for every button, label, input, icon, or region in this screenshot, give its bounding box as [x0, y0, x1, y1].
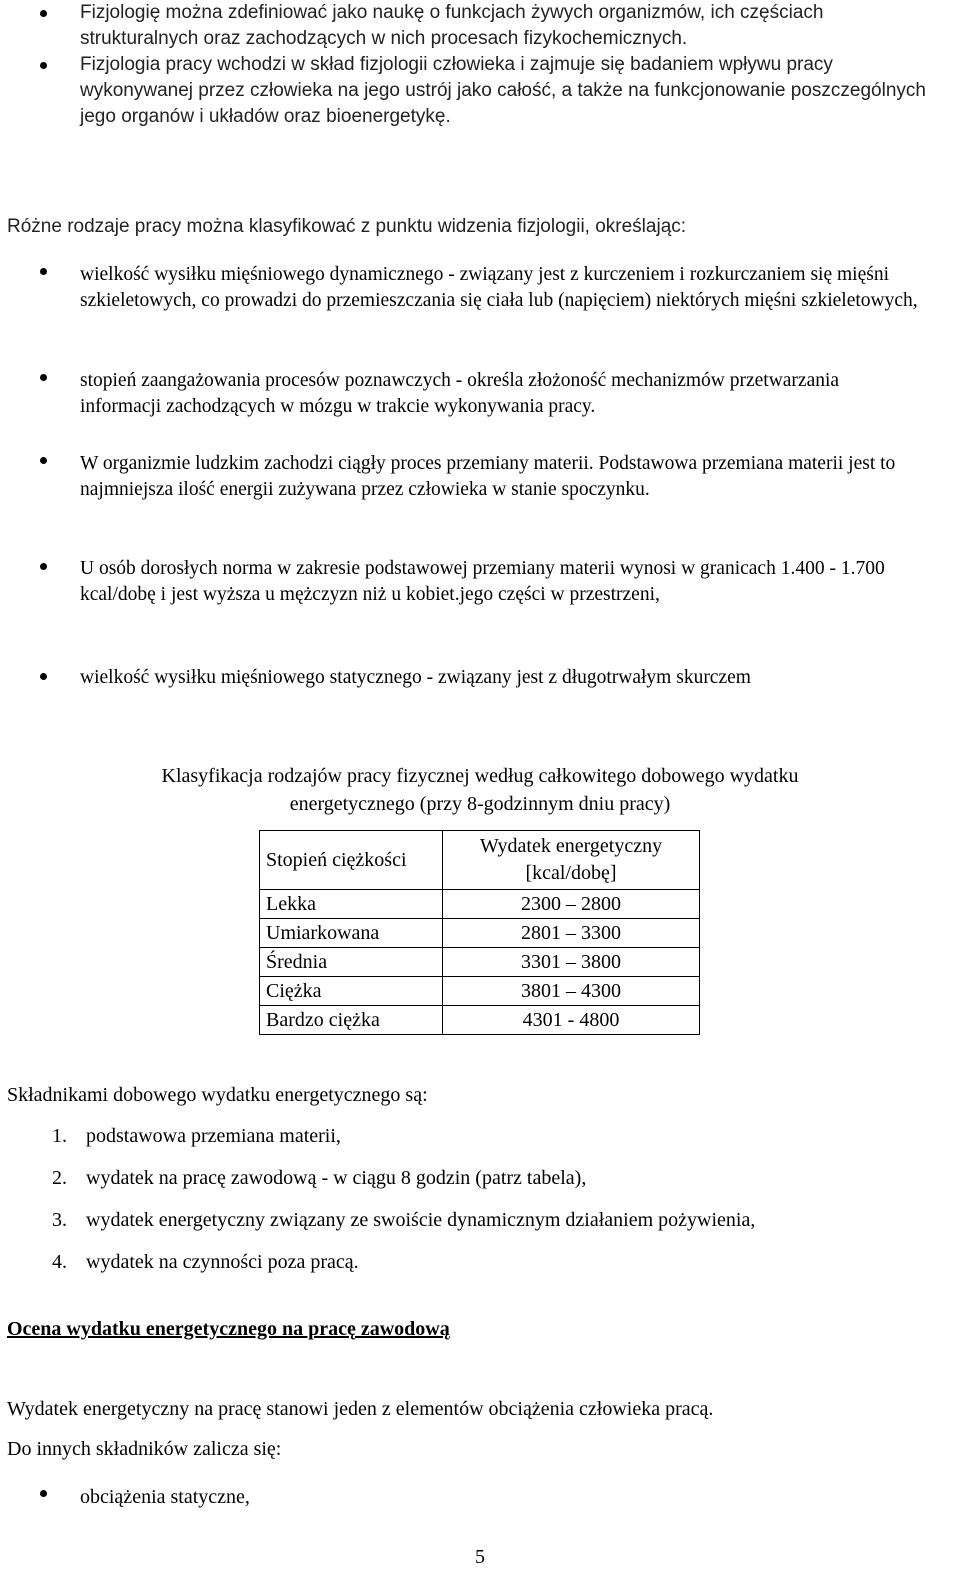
bullet-icon [40, 374, 47, 381]
table-header-energy-line1: Wydatek energetyczny [479, 835, 663, 857]
table-caption-line1: Klasyfikacja rodzajów pracy fizycznej według całkowitego dobowego wydatku [161, 765, 799, 787]
components-title: Składnikami dobowego wydatku energetycznego są: [7, 1084, 428, 1106]
components-list [52, 1122, 755, 1290]
table-caption-line2: energetycznego (przy 8-godzinnym dniu pracy) [289, 793, 671, 815]
table-header-energy-line2: [kcal/dobę] [525, 862, 617, 884]
table-header-row [260, 831, 700, 890]
section-paragraph-2: Do innych składników zalicza się: [7, 1438, 282, 1460]
list-item: 2. wydatek na pracę zawodową - w ciągu 8 godzin (patrz tabela), [52, 1167, 587, 1189]
table-cell-range: 3301 – 3800 [443, 948, 700, 977]
bullet-icon [40, 673, 47, 680]
work-type-item: U osób dorosłych norma w zakresie podstawowej przemiany materii wynosi w granicach 1.400 - 1.700 kcal/dobę i jest wyższa u mężczyzn niż u kobiet.jego części w przestrzeni, [80, 558, 885, 605]
section-paragraph-1: Wydatek energetyczny na pracę stanowi jeden z elementów obciążenia człowieka pracą. [7, 1398, 714, 1420]
table-header-level: Stopień ciężkości [260, 831, 443, 890]
table-cell-level: Umiarkowana [260, 919, 443, 948]
work-type-item: wielkość wysiłku mięśniowego statycznego - związany jest z długotrwałym skurczem [80, 667, 751, 688]
list-item: 3. wydatek energetyczny związany ze swoiście dynamicznym działaniem pożywienia, [52, 1209, 756, 1231]
table-cell-range: 4301 - 4800 [443, 1006, 700, 1035]
intro-bullet-2: Fizjologia pracy wchodzi w skład fizjologii człowieka i zajmuje się badaniem wpływu pracy wykonywanej przez człowieka na jego ustrój jako całość, a także na funkcjonowanie poszczególnych jego organów i układów oraz bioenergetykę. [80, 54, 926, 127]
table-row [260, 948, 700, 977]
energy-table [259, 830, 700, 1035]
table-row [260, 919, 700, 948]
work-type-item: stopień zaangażowania procesów poznawczych - określa złożoność mechanizmów przetwarzania informacji zachodzących w mózgu w trakcie wykonywania pracy. [80, 370, 840, 417]
table-cell-level: Średnia [260, 948, 443, 977]
table-row [260, 890, 700, 919]
work-type-item: wielkość wysiłku mięśniowego dynamicznego - związany jest z kurczeniem i rozkurczaniem się mięśni szkieletowych, co prowadzi do przemieszczania się ciała lub (napięciem) niektórych mięśni szkieletowych, [80, 264, 918, 311]
page-number: 5 [475, 1546, 485, 1568]
work-type-item: W organizmie ludzkim zachodzi ciągły proces przemiany materii. Podstawowa przemiana materii jest to najmniejsza ilość energii zużywana przez człowieka w stanie spoczynku. [80, 453, 896, 500]
list-item: 4. wydatek na czynności poza pracą. [52, 1251, 359, 1273]
table-cell-level: Bardzo ciężka [260, 1006, 443, 1035]
bullet-icon [40, 457, 47, 464]
table-cell-range: 2801 – 3300 [443, 919, 700, 948]
table-row [260, 1006, 700, 1035]
bullet-icon [40, 10, 47, 17]
table-cell-range: 2300 – 2800 [443, 890, 700, 919]
table-header-energy [443, 831, 700, 890]
bullet-icon [40, 62, 47, 69]
list-item: 1. podstawowa przemiana materii, [52, 1125, 341, 1147]
bullet-icon [40, 563, 47, 570]
bullet-icon [40, 268, 47, 275]
table-row [260, 977, 700, 1006]
classify-intro: Różne rodzaje pracy można klasyfikować z punktu widzenia fizjologii, określając: [7, 216, 687, 237]
table-cell-range: 3801 – 4300 [443, 977, 700, 1006]
table-cell-level: Ciężka [260, 977, 443, 1006]
bullet-icon [40, 1490, 47, 1497]
intro-bullet-1: Fizjologię można zdefiniować jako naukę o funkcjach żywych organizmów, ich częściach strukturalnych oraz zachodzących w nich procesach fizykochemicznych. [80, 2, 824, 49]
section-heading: Ocena wydatku energetycznego na pracę zawodową [7, 1318, 450, 1340]
section-bullet: obciążenia statyczne, [80, 1486, 250, 1508]
table-cell-level: Lekka [260, 890, 443, 919]
